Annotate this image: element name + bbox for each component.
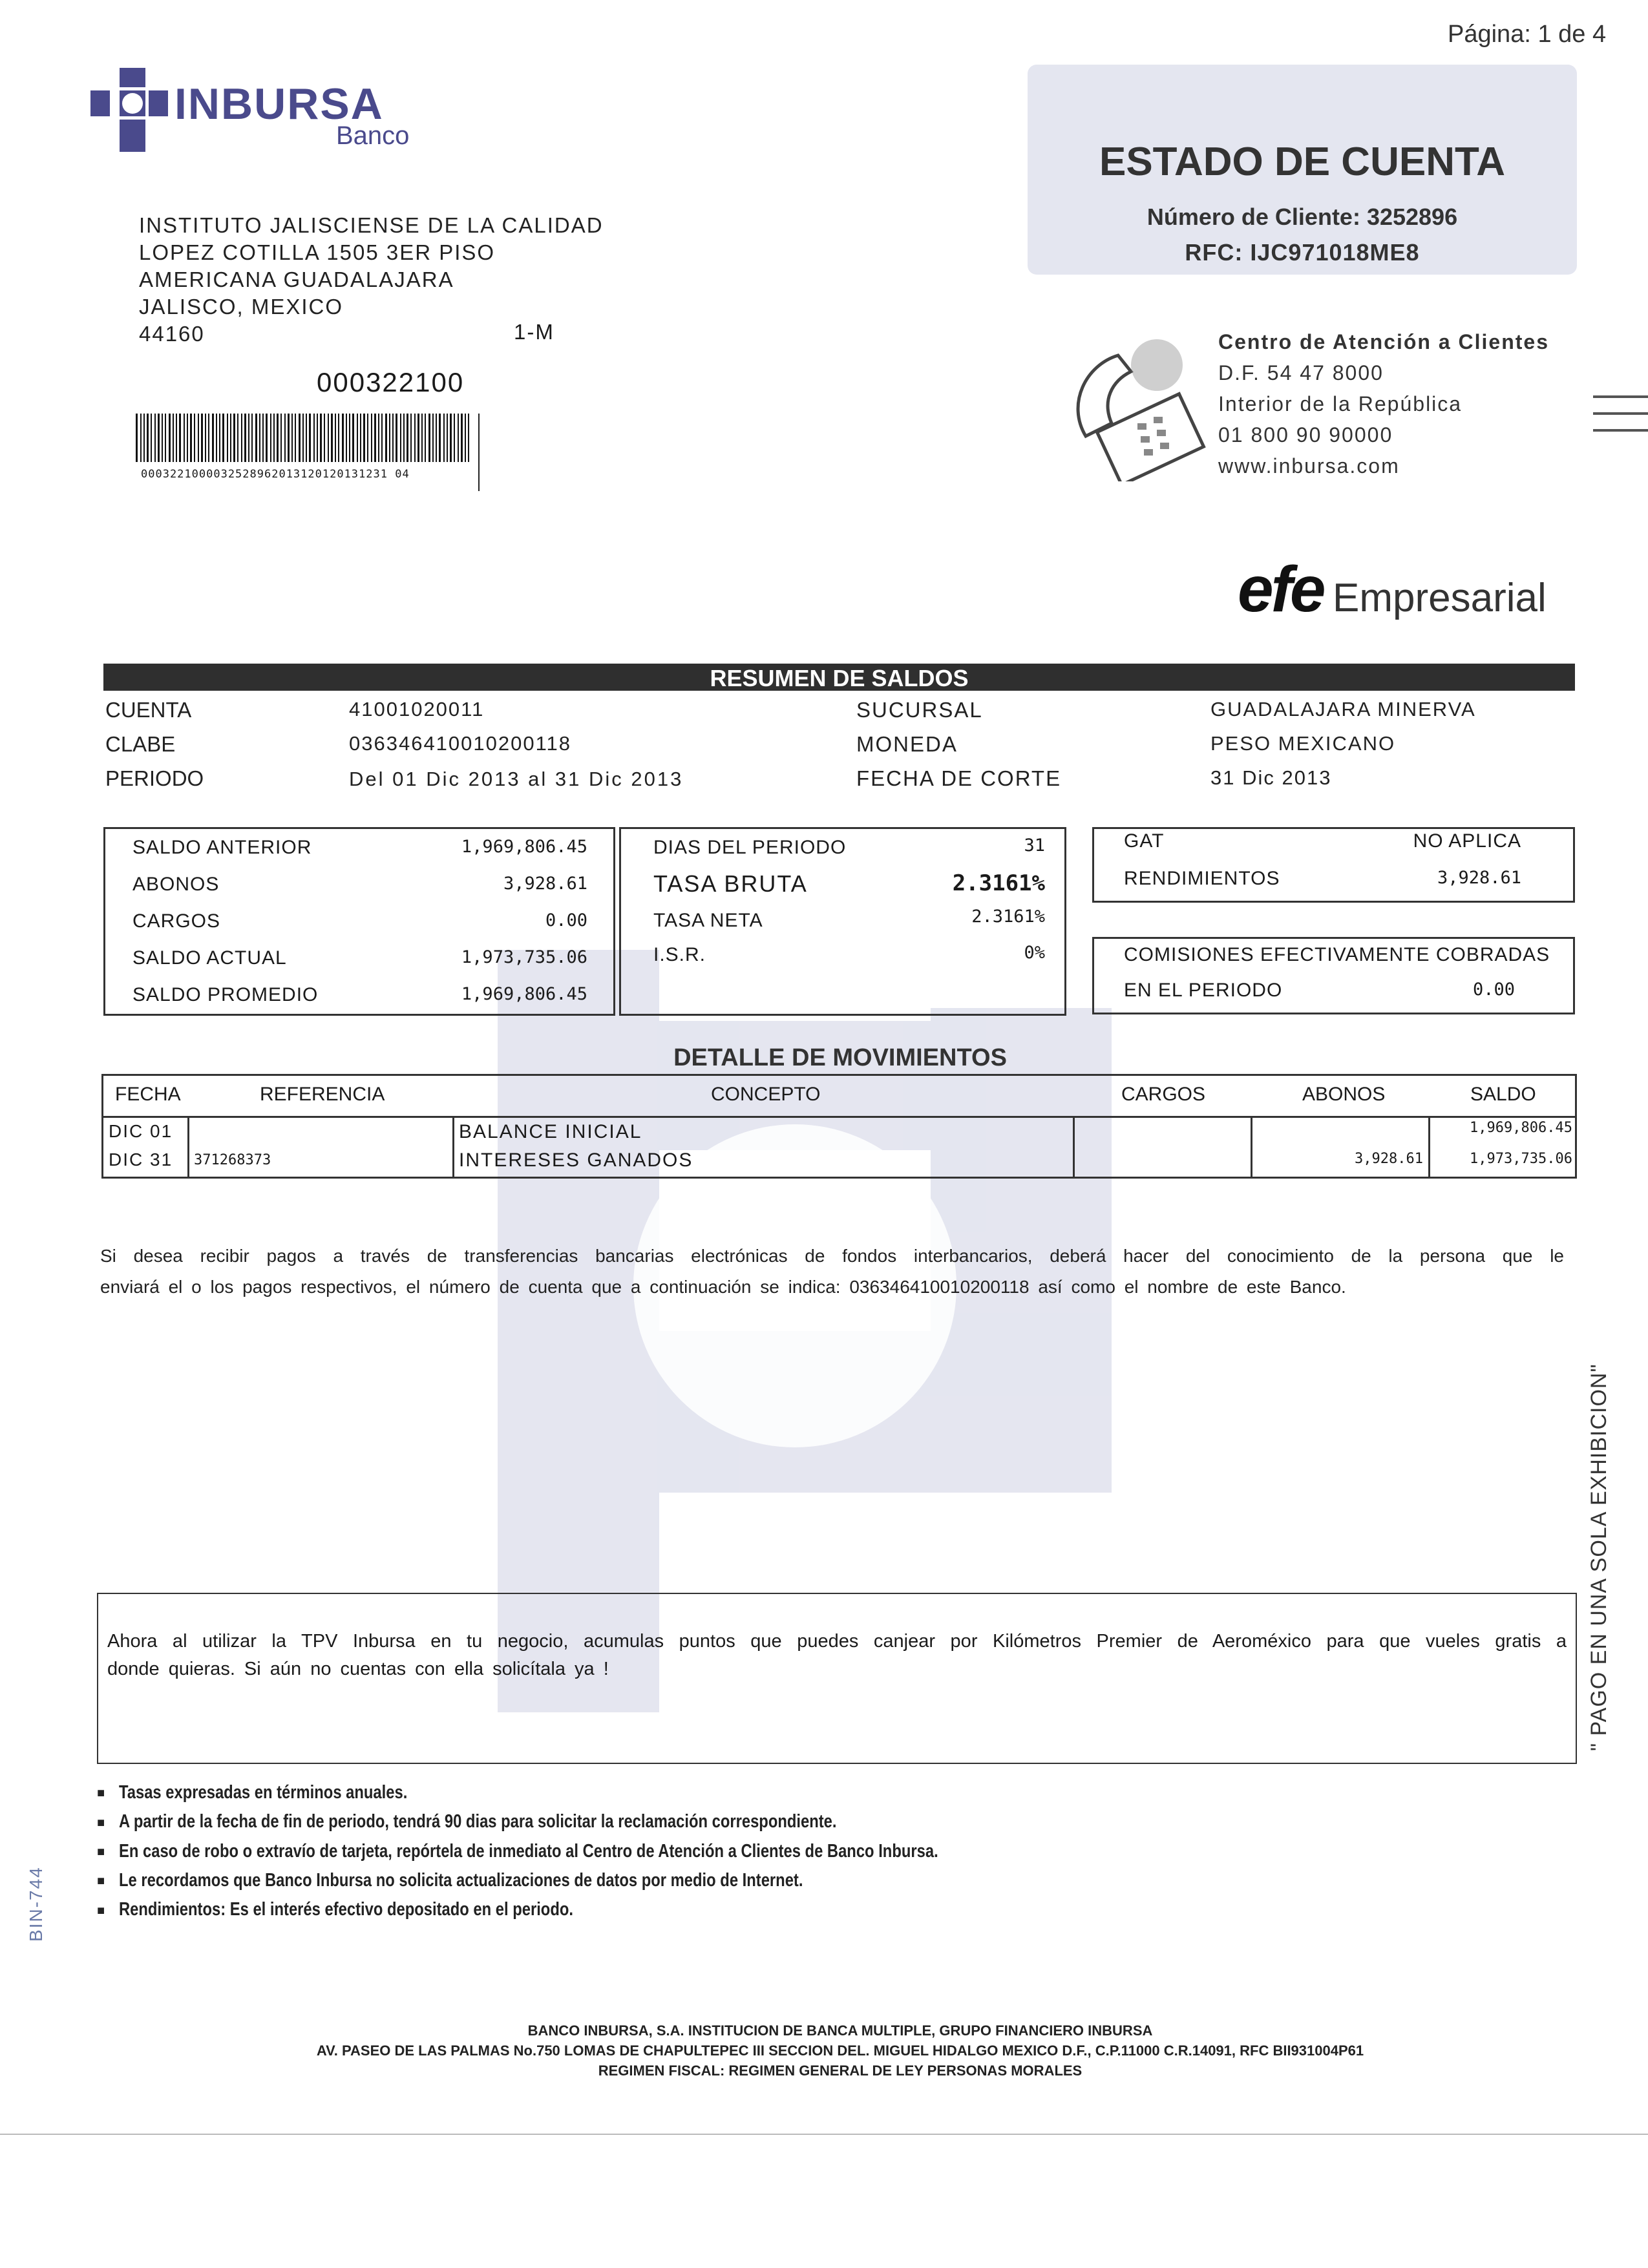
barcode-bar (194, 414, 195, 462)
row-fecha: DIC 31 (109, 1150, 173, 1170)
sucursal-value: GUADALAJARA MINERVA (1210, 698, 1476, 720)
barcode-bar (352, 414, 354, 462)
barcode-bar (403, 414, 405, 462)
barcode-bar (306, 414, 307, 462)
row-concepto: INTERESES GANADOS (459, 1150, 693, 1171)
transfer-note-line: Si desea recibir pagos a través de transferencias bancarias electrónicas de fondos interbancarios, deberá hacer del conocimiento de la persona que le (100, 1246, 1564, 1266)
barcode (136, 414, 480, 491)
efe-brand: efe (1238, 553, 1324, 625)
client-rfc: RFC: IJC971018ME8 (1185, 239, 1420, 266)
barcode-bar (251, 414, 253, 462)
barcode-bar (468, 414, 469, 462)
footer-line: BANCO INBURSA, S.A. INSTITUCION DE BANCA MULTIPLE, GRUPO FINANCIERO INBURSA (527, 2022, 1153, 2039)
efe-empresarial-logo (1238, 552, 1547, 624)
barcode-bar (443, 414, 445, 462)
payment-side-text: " PAGO EN UNA SOLA EXHIBICION" (1587, 1363, 1611, 1751)
barcode-bar (313, 414, 315, 462)
contact-toll-free: 01 800 90 90000 (1218, 423, 1393, 446)
barcode-bar (400, 414, 401, 462)
corte-label: FECHA DE CORTE (856, 766, 1062, 790)
barcode-bar (219, 414, 220, 462)
barcode-bar (248, 414, 249, 462)
isr-value: 0% (1024, 943, 1045, 963)
note-item: ■ Le recordamos que Banco Inbursa no solicita actualizaciones de datos por medio de Internet. (97, 1866, 1118, 1895)
cargos-value: 0.00 (545, 910, 587, 930)
saldo-anterior-value: 1,969,806.45 (461, 837, 587, 857)
form-code: BIN-744 (26, 1866, 46, 1942)
row-fecha: DIC 01 (109, 1121, 173, 1141)
barcode-bar (385, 414, 387, 462)
barcode-bar (417, 414, 419, 462)
movements-table (101, 1074, 1577, 1179)
legal-footer (0, 2021, 1648, 2081)
note-item: ■ A partir de la fecha de fin de periodo, tendrá 90 dias para solicitar la reclamación correspondiente. (97, 1807, 1118, 1836)
barcode-bar (173, 414, 174, 462)
rendimientos-value: 3,928.61 (1437, 868, 1521, 888)
barcode-bar (331, 414, 333, 462)
comisiones-label: COMISIONES EFECTIVAMENTE COBRADAS (1124, 944, 1550, 965)
barcode-bar (425, 414, 426, 462)
rates-box (619, 827, 1066, 1016)
cuenta-value: 41001020011 (349, 698, 485, 720)
barcode-bar (233, 414, 235, 462)
barcode-bar (291, 414, 293, 462)
summary-title: RESUMEN DE SALDOS (710, 665, 969, 691)
barcode-bar (458, 414, 459, 462)
header-cargos: CARGOS (1121, 1084, 1206, 1105)
barcode-bar (439, 414, 441, 462)
route-code: 1-M (514, 320, 555, 344)
note-text: Tasas expresadas en términos anuales. (119, 1782, 408, 1803)
saldo-promedio-value: 1,969,806.45 (461, 984, 587, 1004)
barcode-bar (176, 414, 177, 462)
barcode-bar (140, 414, 142, 462)
statement-header-box (1028, 65, 1577, 275)
barcode-bar (414, 414, 416, 462)
customer-service-block (1218, 326, 1549, 481)
tasa-bruta-value: 2.3161% (952, 870, 1045, 896)
barcode-bar (201, 414, 203, 462)
barcode-bar (190, 414, 192, 462)
barcode-bar (360, 414, 361, 462)
barcode-bar (295, 414, 296, 462)
abonos-label: ABONOS (132, 874, 220, 895)
note-text: En caso de robo o extravío de tarjeta, repórtela de inmediato al Centro de Atención a Clientes de Banco Inbursa. (119, 1840, 938, 1862)
row-saldo: 1,973,735.06 (1470, 1151, 1572, 1167)
page-number: Página: 1 de 4 (1448, 21, 1607, 48)
barcode-bar (266, 414, 268, 462)
promo-line: donde quieras. Si aún no cuentas con ella solicítala ya ! (107, 1659, 609, 1679)
note-item: ■ Rendimientos: Es el interés efectivo depositado en el periodo. (97, 1895, 1118, 1924)
sucursal-label: SUCURSAL (856, 698, 983, 722)
barcode-bar (320, 414, 322, 462)
barcode-bar (381, 414, 383, 462)
barcode-bar (158, 414, 160, 462)
footer-line: AV. PASEO DE LAS PALMAS No.750 LOMAS DE CHAPULTEPEC III SECCION DEL. MIGUEL HIDALGO MEXICO D.F., C.P.11000 C.R.14091, RFC BII931004P61 (316, 2042, 1364, 2059)
barcode-bar (280, 414, 282, 462)
contact-df-phone: D.F. 54 47 8000 (1218, 361, 1384, 384)
barcode-bar (198, 414, 199, 462)
transfer-note-line: enviará el o los pagos respectivos, el número de cuenta que a continuación se indica: 036346410010200118 así como el nombre de este Banco. (100, 1277, 1346, 1297)
barcode-bar (277, 414, 279, 462)
barcode-bar (346, 414, 347, 462)
contact-interior: Interior de la República (1218, 392, 1463, 415)
barcode-bars (136, 414, 472, 462)
barcode-bar (179, 414, 181, 462)
barcode-bar (299, 414, 301, 462)
statement-title: ESTADO DE CUENTA (1099, 140, 1506, 184)
notes-list (97, 1778, 1118, 1925)
barcode-bar (288, 414, 290, 462)
barcode-bar (162, 414, 163, 462)
brand-sub: Banco (336, 121, 410, 150)
row-saldo: 1,969,806.45 (1470, 1120, 1572, 1136)
header-concepto: CONCEPTO (711, 1084, 821, 1105)
barcode-bar (371, 414, 372, 462)
note-text: A partir de la fecha de fin de periodo, tendrá 90 dias para solicitar la reclamación correspondiente. (119, 1811, 837, 1832)
barcode-bar (389, 414, 390, 462)
barcode-bar (165, 414, 166, 462)
periodo-label: PERIODO (105, 766, 204, 790)
barcode-bar (208, 414, 209, 462)
contact-website: www.inbursa.com (1218, 454, 1400, 478)
barcode-bar (317, 414, 318, 462)
note-text: Rendimientos: Es el interés efectivo depositado en el periodo. (119, 1899, 574, 1920)
brand-name: INBURSA (174, 79, 384, 129)
tasa-bruta-label: TASA BRUTA (653, 870, 808, 897)
barcode-bar (309, 414, 311, 462)
gat-box (1092, 827, 1575, 903)
barcode-bar (410, 414, 412, 462)
balances-box (103, 827, 615, 1016)
note-text: Le recordamos que Banco Inbursa no solicita actualizaciones de datos por medio de Internet. (119, 1870, 803, 1891)
moneda-label: MONEDA (856, 732, 958, 756)
cuenta-label: CUENTA (105, 698, 192, 722)
moneda-value: PESO MEXICANO (1210, 732, 1396, 755)
promo-line: Ahora al utilizar la TPV Inbursa en tu negocio, acumulas puntos que puedes canjear por Kilómetros Premier de Aeroméxico para que vueles gratis a (107, 1631, 1567, 1652)
barcode-bar (255, 414, 257, 462)
comisiones-value: 0.00 (1472, 980, 1515, 1000)
barcode-bar (222, 414, 224, 462)
barcode-bar (259, 414, 260, 462)
corte-value: 31 Dic 2013 (1210, 766, 1332, 789)
client-number: Número de Cliente: 3252896 (1146, 204, 1458, 230)
summary-title-bar (103, 664, 1575, 691)
header-fecha: FECHA (115, 1084, 181, 1105)
periodo-value: Del 01 Dic 2013 al 31 Dic 2013 (349, 768, 684, 790)
barcode-bar (328, 414, 329, 462)
row-referencia: 371268373 (194, 1152, 271, 1168)
barcode-bar (432, 414, 434, 462)
barcode-bar (392, 414, 394, 462)
phone-icon (1060, 326, 1215, 481)
barcode-bar (227, 414, 228, 462)
barcode-bar (363, 414, 365, 462)
row-abonos: 3,928.61 (1355, 1151, 1423, 1167)
cargos-label: CARGOS (132, 910, 221, 932)
gat-value: NO APLICA (1413, 830, 1521, 852)
row-concepto: BALANCE INICIAL (459, 1121, 642, 1142)
header-saldo: SALDO (1470, 1084, 1536, 1105)
saldo-promedio-label: SALDO PROMEDIO (132, 984, 319, 1005)
address-line: INSTITUTO JALISCIENSE DE LA CALIDAD (139, 213, 604, 237)
barcode-bar (230, 414, 231, 462)
barcode-bar (273, 414, 275, 462)
note-item: ■ Tasas expresadas en términos anuales. (97, 1778, 1118, 1807)
barcode-bar (342, 414, 344, 462)
barcode-bar (284, 414, 286, 462)
barcode-bar (454, 414, 455, 462)
barcode-bar (421, 414, 423, 462)
contact-title: Centro de Atención a Clientes (1218, 330, 1549, 353)
barcode-bar (396, 414, 397, 462)
barcode-bar (338, 414, 339, 462)
note-item: ■ En caso de robo o extravío de tarjeta, repórtela de inmediato al Centro de Atención a Clientes de Banco Inbursa. (97, 1837, 1118, 1866)
movements-title: DETALLE DE MOVIMIENTOS (673, 1044, 1007, 1071)
inbursa-logo-icon (84, 65, 181, 162)
comisiones-box (1092, 937, 1575, 1014)
footer-line: REGIMEN FISCAL: REGIMEN GENERAL DE LEY PERSONAS MORALES (598, 2063, 1083, 2079)
barcode-text: 0003221000032528962013120120131231 04 (141, 468, 410, 481)
barcode-bar (147, 414, 149, 462)
barcode-bar (428, 414, 430, 462)
barcode-bar (187, 414, 188, 462)
barcode-bar (151, 414, 152, 462)
barcode-bar (244, 414, 246, 462)
tasa-neta-value: 2.3161% (971, 907, 1045, 927)
barcode-bar (302, 414, 304, 462)
dias-label: DIAS DEL PERIODO (653, 837, 847, 858)
barcode-bar (407, 414, 408, 462)
dias-value: 31 (1024, 835, 1045, 856)
comisiones-periodo-label: EN EL PERIODO (1124, 980, 1283, 1001)
gat-label: GAT (1124, 830, 1165, 852)
delivery-code: 000322100 (317, 367, 465, 397)
tasa-neta-label: TASA NETA (653, 910, 763, 931)
barcode-bar (241, 414, 242, 462)
inbursa-logo (84, 65, 420, 162)
clabe-value: 036346410010200118 (349, 732, 572, 755)
barcode-bar (450, 414, 452, 462)
header-abonos: ABONOS (1302, 1084, 1386, 1105)
barcode-bar (367, 414, 368, 462)
barcode-bar (324, 414, 325, 462)
barcode-bar (212, 414, 214, 462)
abonos-value: 3,928.61 (503, 874, 587, 894)
barcode-bar (169, 414, 171, 462)
transfer-note (100, 1241, 1564, 1303)
bottom-rule (0, 2134, 1648, 2135)
barcode-bar (136, 414, 138, 462)
efe-suffix: Empresarial (1332, 576, 1547, 620)
address-line: LOPEZ COTILLA 1505 3ER PISO (139, 240, 496, 264)
side-marks (1593, 395, 1648, 432)
saldo-actual-label: SALDO ACTUAL (132, 947, 287, 969)
rendimientos-label: RENDIMIENTOS (1124, 868, 1280, 889)
barcode-bar (270, 414, 271, 462)
saldo-actual-value: 1,973,735.06 (461, 947, 587, 967)
barcode-bar (335, 414, 336, 462)
promo-box (97, 1593, 1577, 1764)
barcode-bar (357, 414, 358, 462)
barcode-bar (205, 414, 206, 462)
barcode-bar (374, 414, 376, 462)
barcode-bar (143, 414, 145, 462)
barcode-bar (461, 414, 463, 462)
clabe-label: CLABE (105, 732, 176, 756)
barcode-bar (262, 414, 264, 462)
header-referencia: REFERENCIA (260, 1084, 385, 1105)
address-zip: 44160 (139, 322, 205, 346)
barcode-bar (447, 414, 448, 462)
barcode-bar (184, 414, 185, 462)
address-line: AMERICANA GUADALAJARA (139, 268, 454, 291)
barcode-bar (349, 414, 350, 462)
barcode-bar (216, 414, 217, 462)
isr-label: I.S.R. (653, 944, 706, 965)
barcode-bar (154, 414, 156, 462)
barcode-bar (378, 414, 379, 462)
address-line: JALISCO, MEXICO (139, 295, 344, 319)
barcode-bar (436, 414, 437, 462)
barcode-bar (237, 414, 238, 462)
barcode-bar (465, 414, 466, 462)
saldo-anterior-label: SALDO ANTERIOR (132, 837, 312, 858)
